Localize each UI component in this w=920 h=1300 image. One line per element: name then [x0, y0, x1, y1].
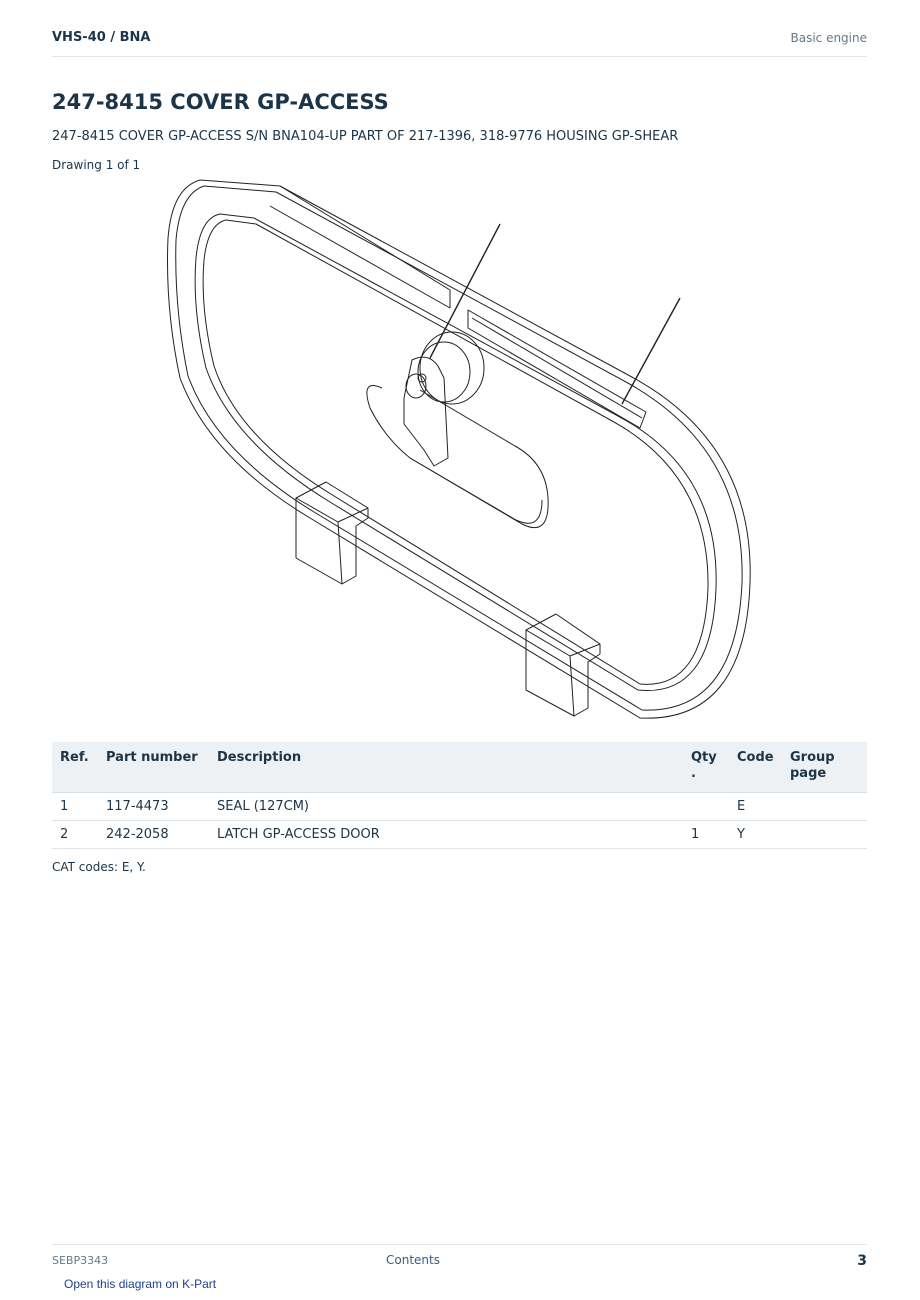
- cell-group-page: [782, 793, 867, 821]
- cell-description: SEAL (127CM): [209, 793, 683, 821]
- column-header-code: Code: [729, 742, 782, 793]
- drawing-label: Drawing 1 of 1: [52, 158, 141, 172]
- column-header-ref: Ref.: [52, 742, 98, 793]
- part-subtitle: 247-8415 COVER GP-ACCESS S/N BNA104-UP PART OF 217-1396, 318-9776 HOUSING GP-SHEAR: [52, 129, 679, 144]
- column-header-part-number: Part number: [98, 742, 209, 793]
- table-row: [52, 821, 867, 849]
- latch-hub: [420, 332, 484, 404]
- cell-group-page: [782, 821, 867, 849]
- seal-inner-outline: [195, 214, 716, 691]
- model-breadcrumb: VHS-40 / BNA: [52, 30, 151, 45]
- page-footer: [52, 1244, 867, 1275]
- column-header-group-page: Group page: [782, 742, 867, 793]
- cell-ref: 1: [52, 793, 98, 821]
- clip-right-edge: [570, 656, 574, 716]
- latch-handle: [404, 357, 448, 466]
- cell-description: LATCH GP-ACCESS DOOR: [209, 821, 683, 849]
- column-header-description: Description: [209, 742, 683, 793]
- contents-link[interactable]: Contents: [386, 1253, 440, 1267]
- right-edge-line: [472, 318, 642, 418]
- parts-table: [52, 742, 867, 849]
- cell-ref: 2: [52, 821, 98, 849]
- cell-qty: 1: [683, 821, 729, 849]
- section-name: Basic engine: [790, 31, 867, 45]
- open-in-kpart-link[interactable]: Open this diagram on K-Part: [64, 1277, 217, 1291]
- page-number: 3: [857, 1253, 867, 1269]
- latch-hub-inner: [418, 342, 470, 402]
- cat-codes-note: CAT codes: E, Y.: [52, 860, 146, 874]
- column-header-qty: Qty .: [683, 742, 729, 793]
- seal-outer-outline-2: [176, 186, 742, 710]
- clip-left: [296, 482, 368, 584]
- cell-qty: [683, 793, 729, 821]
- cell-part-number: 117-4473: [98, 793, 209, 821]
- cell-code: Y: [729, 821, 782, 849]
- latch-slot-inner: [410, 458, 542, 523]
- table-header-row: [52, 742, 867, 793]
- table-row: [52, 793, 867, 821]
- cell-part-number: 242-2058: [98, 821, 209, 849]
- latch-pin: [406, 374, 426, 398]
- latch-slot: [367, 386, 548, 528]
- right-edge-strip: [468, 310, 646, 428]
- page-header: [52, 28, 867, 57]
- leader-line-latch: [430, 224, 500, 358]
- seal-outer-outline: [168, 180, 751, 718]
- clip-left-edge: [338, 522, 342, 584]
- cell-code: E: [729, 793, 782, 821]
- parts-diagram: [160, 178, 760, 730]
- clip-right: [526, 614, 600, 716]
- page-title: 247-8415 COVER GP-ACCESS: [52, 90, 389, 114]
- document-id: SEBP3343: [52, 1254, 109, 1267]
